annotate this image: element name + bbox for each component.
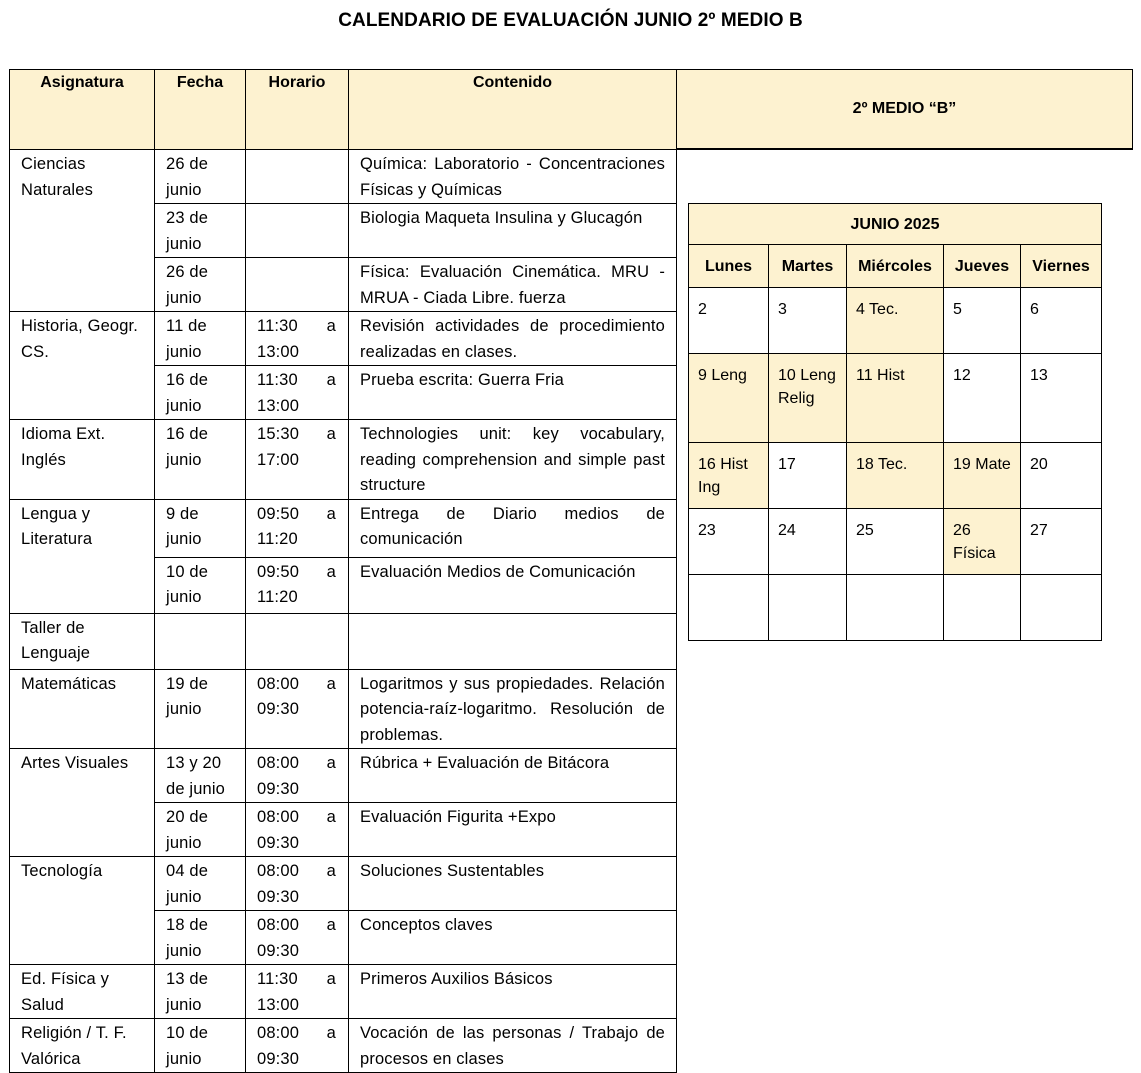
fecha-cell <box>155 499 246 557</box>
hora-separator: a <box>326 674 336 693</box>
hora-separator: a <box>326 808 336 826</box>
hora-separator: a <box>326 970 336 988</box>
asignatura-cell <box>10 499 155 613</box>
horario-cell <box>246 312 349 366</box>
calendar-day-header: Jueves <box>944 245 1021 288</box>
fecha-text: 10 de junio <box>166 562 209 606</box>
calendar-day-cell: 20 <box>1021 443 1102 509</box>
asignatura-cell <box>10 420 155 500</box>
horario-cell <box>246 366 349 420</box>
contenido-cell <box>349 150 677 204</box>
fecha-cell <box>155 857 246 911</box>
calendar-day-cell <box>1021 575 1102 641</box>
calendar-day-header: Martes <box>769 245 847 288</box>
fecha-text: 18 de junio <box>166 916 209 960</box>
hora-fin: 09:30 <box>257 1049 300 1068</box>
fecha-text: 26 de junio <box>166 155 209 199</box>
asignatura-text: Matemáticas <box>21 674 117 693</box>
asignatura-cell <box>10 613 155 669</box>
fecha-cell <box>155 669 246 749</box>
hora-inicio: 08:00 <box>257 808 300 826</box>
horario-cell <box>246 965 349 1019</box>
calendar-day-cell: 25 <box>847 509 944 575</box>
table-row <box>10 749 1133 803</box>
calendar-day-cell <box>944 575 1021 641</box>
hora-separator: a <box>326 371 336 389</box>
hora-inicio: 08:00 <box>257 862 300 880</box>
contenido-cell <box>349 420 677 500</box>
table-row <box>10 1019 1133 1073</box>
asignatura-cell <box>10 1019 155 1073</box>
fecha-cell <box>155 557 246 613</box>
calendar-week <box>689 288 1102 354</box>
fecha-cell <box>155 150 246 204</box>
contenido-text: Revisión actividades de procedimiento realizadas en clases. <box>360 317 665 361</box>
table-row <box>10 965 1133 1019</box>
contenido-text <box>349 614 676 616</box>
contenido-cell <box>349 258 677 312</box>
hora-fin: 09:30 <box>257 700 300 718</box>
fecha-cell <box>155 366 246 420</box>
horario-cell <box>246 557 349 613</box>
calendar-day-cell <box>847 575 944 641</box>
calendar-day-cell: 13 <box>1021 354 1102 443</box>
calendar-day-cell: 9 Leng <box>689 354 769 443</box>
horario-cell <box>246 857 349 911</box>
contenido-text: Conceptos claves <box>360 916 493 934</box>
contenido-text: Technologies unit: key vocabulary, reading comprehension and simple past structure <box>360 425 665 494</box>
fecha-cell <box>155 420 246 500</box>
header-asignatura: Asignatura <box>10 70 155 150</box>
calendar-day-cell: 18 Tec. <box>847 443 944 509</box>
evaluation-table <box>9 69 1133 1073</box>
contenido-text: Vocación de las personas / Trabajo de procesos en clases <box>360 1024 665 1068</box>
hora-separator: a <box>326 317 336 335</box>
calendar-day-cell: 24 <box>769 509 847 575</box>
fecha-cell <box>155 749 246 803</box>
calendar-day-cell <box>689 575 769 641</box>
hora-separator: a <box>326 425 336 443</box>
asignatura-cell <box>10 312 155 420</box>
contenido-text: Rúbrica + Evaluación de Bitácora <box>360 754 610 772</box>
page-title: CALENDARIO DE EVALUACIÓN JUNIO 2º MEDIO B <box>338 10 803 31</box>
calendar-week <box>689 443 1102 509</box>
fecha-text: 13 y 20 de junio <box>166 754 225 798</box>
asignatura-text: Ed. Física y Salud <box>21 970 109 1014</box>
contenido-text: Soluciones Sustentables <box>360 862 545 880</box>
contenido-text: Biologia Maqueta Insulina y Glucagón <box>360 209 643 227</box>
fecha-cell <box>155 258 246 312</box>
calendar-week <box>689 509 1102 575</box>
table-row <box>10 803 1133 857</box>
hora-fin: 11:20 <box>257 530 298 548</box>
hora-inicio: 08:00 <box>257 916 300 934</box>
hora-inicio: 08:00 <box>257 1024 300 1042</box>
fecha-text: 16 de junio <box>166 371 209 415</box>
calendar-day-cell: 2 <box>689 288 769 354</box>
course-label: 2º MEDIO “B” <box>677 70 1132 149</box>
fecha-cell <box>155 803 246 857</box>
asignatura-text: Lengua y Literatura <box>21 504 93 548</box>
asignatura-text: Artes Visuales <box>21 754 129 772</box>
contenido-text: Evaluación Figurita +Expo <box>360 808 556 826</box>
contenido-cell <box>349 204 677 258</box>
fecha-cell <box>155 1019 246 1073</box>
fecha-cell <box>155 312 246 366</box>
hora-inicio: 08:00 <box>257 754 300 772</box>
contenido-text: Química: Laboratorio - Concentraciones Físicas y Químicas <box>360 155 665 199</box>
fecha-cell <box>155 965 246 1019</box>
contenido-cell <box>349 965 677 1019</box>
fecha-text: 20 de junio <box>166 808 209 852</box>
header-fecha: Fecha <box>155 70 246 150</box>
fecha-text: 23 de junio <box>166 209 209 253</box>
horario-cell <box>246 420 349 500</box>
june-calendar <box>688 203 1102 641</box>
table-row <box>10 150 1133 204</box>
contenido-cell <box>349 1019 677 1073</box>
contenido-cell <box>349 669 677 749</box>
hora-inicio: 11:30 <box>257 317 298 335</box>
horario-cell <box>246 911 349 965</box>
asignatura-cell <box>10 150 155 312</box>
hora-inicio: 11:30 <box>257 371 298 389</box>
hora-separator: a <box>326 562 336 581</box>
contenido-cell <box>349 312 677 366</box>
horario-cell <box>246 258 349 312</box>
fecha-cell <box>155 911 246 965</box>
right-panel <box>677 70 1133 562</box>
fecha-text: 16 de junio <box>166 425 209 469</box>
calendar-day-cell: 12 <box>944 354 1021 443</box>
header-horario: Horario <box>246 70 349 150</box>
asignatura-text: Tecnología <box>21 862 103 880</box>
horario-cell <box>246 669 349 749</box>
asignatura-text: Taller de Lenguaje <box>21 618 91 662</box>
hora-inicio: 09:50 <box>257 504 300 523</box>
table-row <box>10 911 1133 965</box>
calendar-day-cell: 11 Hist <box>847 354 944 443</box>
calendar-day-cell: 27 <box>1021 509 1102 575</box>
calendar-title: JUNIO 2025 <box>689 204 1102 245</box>
asignatura-text: Historia, Geogr. CS. <box>21 317 139 361</box>
calendar-day-cell: 17 <box>769 443 847 509</box>
asignatura-text: Religión / T. F. Valórica <box>21 1024 127 1068</box>
hora-fin: 09:30 <box>257 941 300 960</box>
header-contenido: Contenido <box>349 70 677 150</box>
hora-separator: a <box>326 504 336 523</box>
fecha-text: 04 de junio <box>166 862 209 906</box>
hora-fin: 13:00 <box>257 342 300 361</box>
hora-inicio: 15:30 <box>257 425 300 443</box>
fecha-text: 11 de junio <box>166 317 207 361</box>
calendar-day-cell: 5 <box>944 288 1021 354</box>
horario-cell <box>246 150 349 204</box>
horario-cell <box>246 1019 349 1073</box>
calendar-day-header: Lunes <box>689 245 769 288</box>
contenido-cell <box>349 857 677 911</box>
contenido-cell <box>349 803 677 857</box>
calendar-day-cell: 23 <box>689 509 769 575</box>
hora-inicio: 09:50 <box>257 562 300 581</box>
calendar-day-cell: 19 Mate <box>944 443 1021 509</box>
hora-separator: a <box>326 754 336 772</box>
hora-inicio: 08:00 <box>257 674 300 693</box>
hora-fin: 11:20 <box>257 588 298 606</box>
calendar-day-header: Miércoles <box>847 245 944 288</box>
asignatura-text: Idioma Ext. Inglés <box>21 425 106 469</box>
hora-separator: a <box>326 1024 336 1042</box>
hora-fin: 13:00 <box>257 396 300 415</box>
calendar-day-cell: 16 Hist Ing <box>689 443 769 509</box>
contenido-cell <box>349 499 677 557</box>
horario-cell <box>246 613 349 669</box>
contenido-cell <box>349 557 677 613</box>
calendar-day-header: Viernes <box>1021 245 1102 288</box>
horario-cell <box>246 204 349 258</box>
calendar-day-cell: 10 Leng Relig <box>769 354 847 443</box>
asignatura-cell <box>10 669 155 749</box>
fecha-cell <box>155 204 246 258</box>
hora-fin: 13:00 <box>257 995 300 1014</box>
contenido-cell <box>349 366 677 420</box>
table-row <box>10 857 1133 911</box>
contenido-cell <box>349 749 677 803</box>
calendar-day-cell: 26 Física <box>944 509 1021 575</box>
fecha-text: 13 de junio <box>166 970 209 1014</box>
table-row <box>10 669 1133 749</box>
calendar-day-cell <box>769 575 847 641</box>
hora-fin: 17:00 <box>257 450 300 469</box>
calendar-day-cell: 3 <box>769 288 847 354</box>
asignatura-cell <box>10 749 155 857</box>
calendar-day-cell: 6 <box>1021 288 1102 354</box>
hora-separator: a <box>326 916 336 934</box>
horario-cell <box>246 803 349 857</box>
contenido-cell <box>349 911 677 965</box>
calendar-day-cell: 4 Tec. <box>847 288 944 354</box>
hora-separator: a <box>326 862 336 880</box>
asignatura-cell <box>10 857 155 965</box>
calendar-week <box>689 575 1102 641</box>
contenido-text: Primeros Auxilios Básicos <box>360 970 553 988</box>
hora-inicio: 11:30 <box>257 970 298 988</box>
fecha-text: 26 de junio <box>166 263 209 307</box>
hora-fin: 09:30 <box>257 887 300 906</box>
contenido-text: Entrega de Diario medios de comunicación <box>360 504 665 548</box>
hora-fin: 09:30 <box>257 833 300 852</box>
contenido-text: Física: Evaluación Cinemática. MRU - MRUA - Ciada Libre. fuerza <box>360 263 665 307</box>
fecha-text <box>155 614 245 616</box>
asignatura-cell <box>10 965 155 1019</box>
asignatura-text: Ciencias Naturales <box>21 155 93 199</box>
hora-fin: 09:30 <box>257 779 300 798</box>
contenido-text: Prueba escrita: Guerra Fria <box>360 371 564 389</box>
calendar-week <box>689 354 1102 443</box>
contenido-cell <box>349 613 677 669</box>
fecha-text: 9 de junio <box>166 504 202 548</box>
fecha-text: 10 de junio <box>166 1024 209 1068</box>
horario-cell <box>246 499 349 557</box>
horario-cell <box>246 749 349 803</box>
fecha-text: 19 de junio <box>166 674 209 718</box>
contenido-text: Evaluación Medios de Comunicación <box>360 562 636 581</box>
fecha-cell <box>155 613 246 669</box>
contenido-text: Logaritmos y sus propiedades. Relación potencia-raíz-logaritmo. Resolución de problemas. <box>360 674 665 744</box>
